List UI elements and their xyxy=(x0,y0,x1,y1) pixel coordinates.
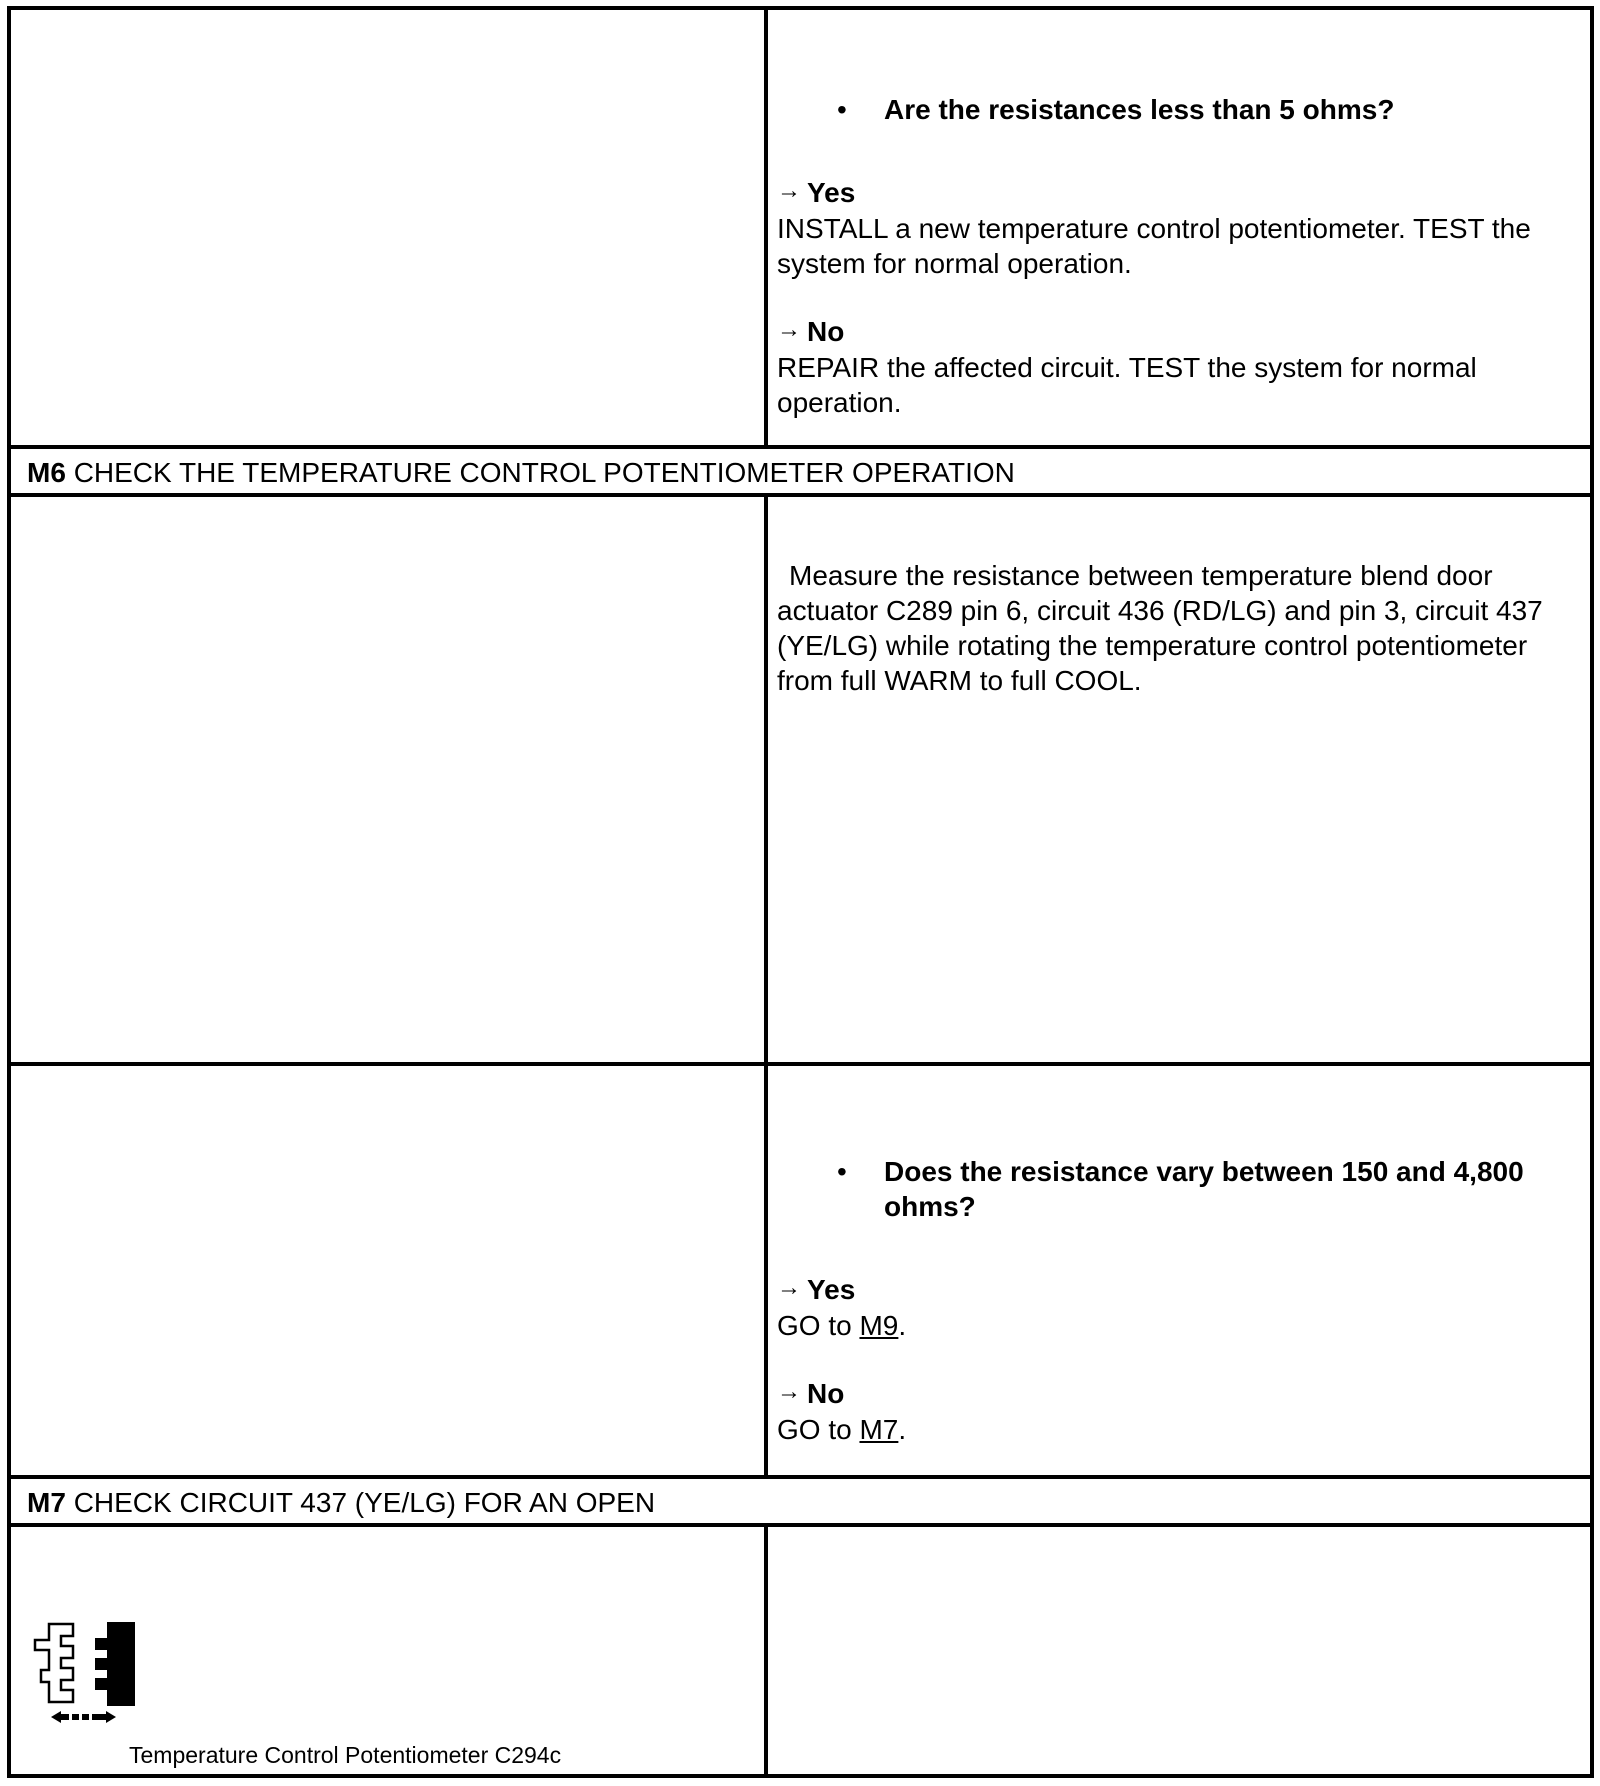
no-branch-text: REPAIR the affected circuit. TEST the system for normal operation. xyxy=(777,352,1477,418)
yes-label: Yes xyxy=(807,177,856,208)
yes-branch-text: INSTALL a new temperature control potentiometer. TEST the system for normal operation. xyxy=(777,213,1531,279)
block1-result-cell xyxy=(777,92,1577,420)
m6-result-cell xyxy=(777,1154,1587,1447)
yes-branch-heading xyxy=(777,177,1577,211)
go-to-text: GO to xyxy=(777,1414,860,1445)
arrow-right-icon: → xyxy=(777,177,801,204)
question-text: Are the resistances less than 5 ohms? xyxy=(884,94,1395,125)
column-divider xyxy=(764,10,768,449)
connector-caption: Temperature Control Potentiometer C294c xyxy=(129,1742,562,1768)
step-m6-header xyxy=(11,449,1590,497)
arrow-right-icon: → xyxy=(777,1274,801,1301)
step-m7-header xyxy=(11,1479,1590,1527)
step-code: M6 xyxy=(27,457,66,488)
period: . xyxy=(898,1414,907,1445)
yes-label: Yes xyxy=(807,1274,856,1305)
row-divider xyxy=(11,1062,1590,1066)
period: . xyxy=(898,1310,907,1341)
block1-question xyxy=(777,92,1577,127)
no-branch-heading xyxy=(777,1378,1587,1412)
link-m9[interactable]: M9 xyxy=(859,1310,899,1341)
link-m7[interactable]: M7 xyxy=(859,1414,899,1445)
procedure-table xyxy=(7,6,1594,1778)
step-title: CHECK CIRCUIT 437 (YE/LG) FOR AN OPEN xyxy=(73,1487,656,1518)
m6-instruction-cell xyxy=(777,558,1567,698)
yes-branch-text xyxy=(777,1308,1587,1343)
no-branch-heading xyxy=(777,316,1577,350)
go-to-text: GO to xyxy=(777,1310,860,1341)
step-title: CHECK THE TEMPERATURE CONTROL POTENTIOMETER OPERATION xyxy=(73,457,1015,488)
yes-branch-heading xyxy=(777,1274,1587,1308)
bullet-icon: • xyxy=(837,94,847,125)
bullet-icon: • xyxy=(837,1156,847,1187)
step-code: M7 xyxy=(27,1487,66,1518)
column-divider xyxy=(764,1527,768,1778)
no-branch-text xyxy=(777,1412,1587,1447)
m6-instruction-text: Measure the resistance between temperature blend door actuator C289 pin 6, circuit 436 (RD/LG) and pin 3, circuit 437 (YE/LG) while rotating the temperature control potentiometer from full WARM to full COOL. xyxy=(777,560,1543,696)
arrow-right-icon: → xyxy=(777,316,801,343)
no-label: No xyxy=(807,1378,845,1409)
connector-diagram-icon xyxy=(21,1610,151,1726)
arrow-right-icon: → xyxy=(777,1378,801,1405)
no-label: No xyxy=(807,316,845,347)
m6-question xyxy=(777,1154,1587,1224)
question-text: Does the resistance vary between 150 and 4,800 ohms? xyxy=(884,1156,1524,1222)
column-divider xyxy=(764,497,768,1479)
